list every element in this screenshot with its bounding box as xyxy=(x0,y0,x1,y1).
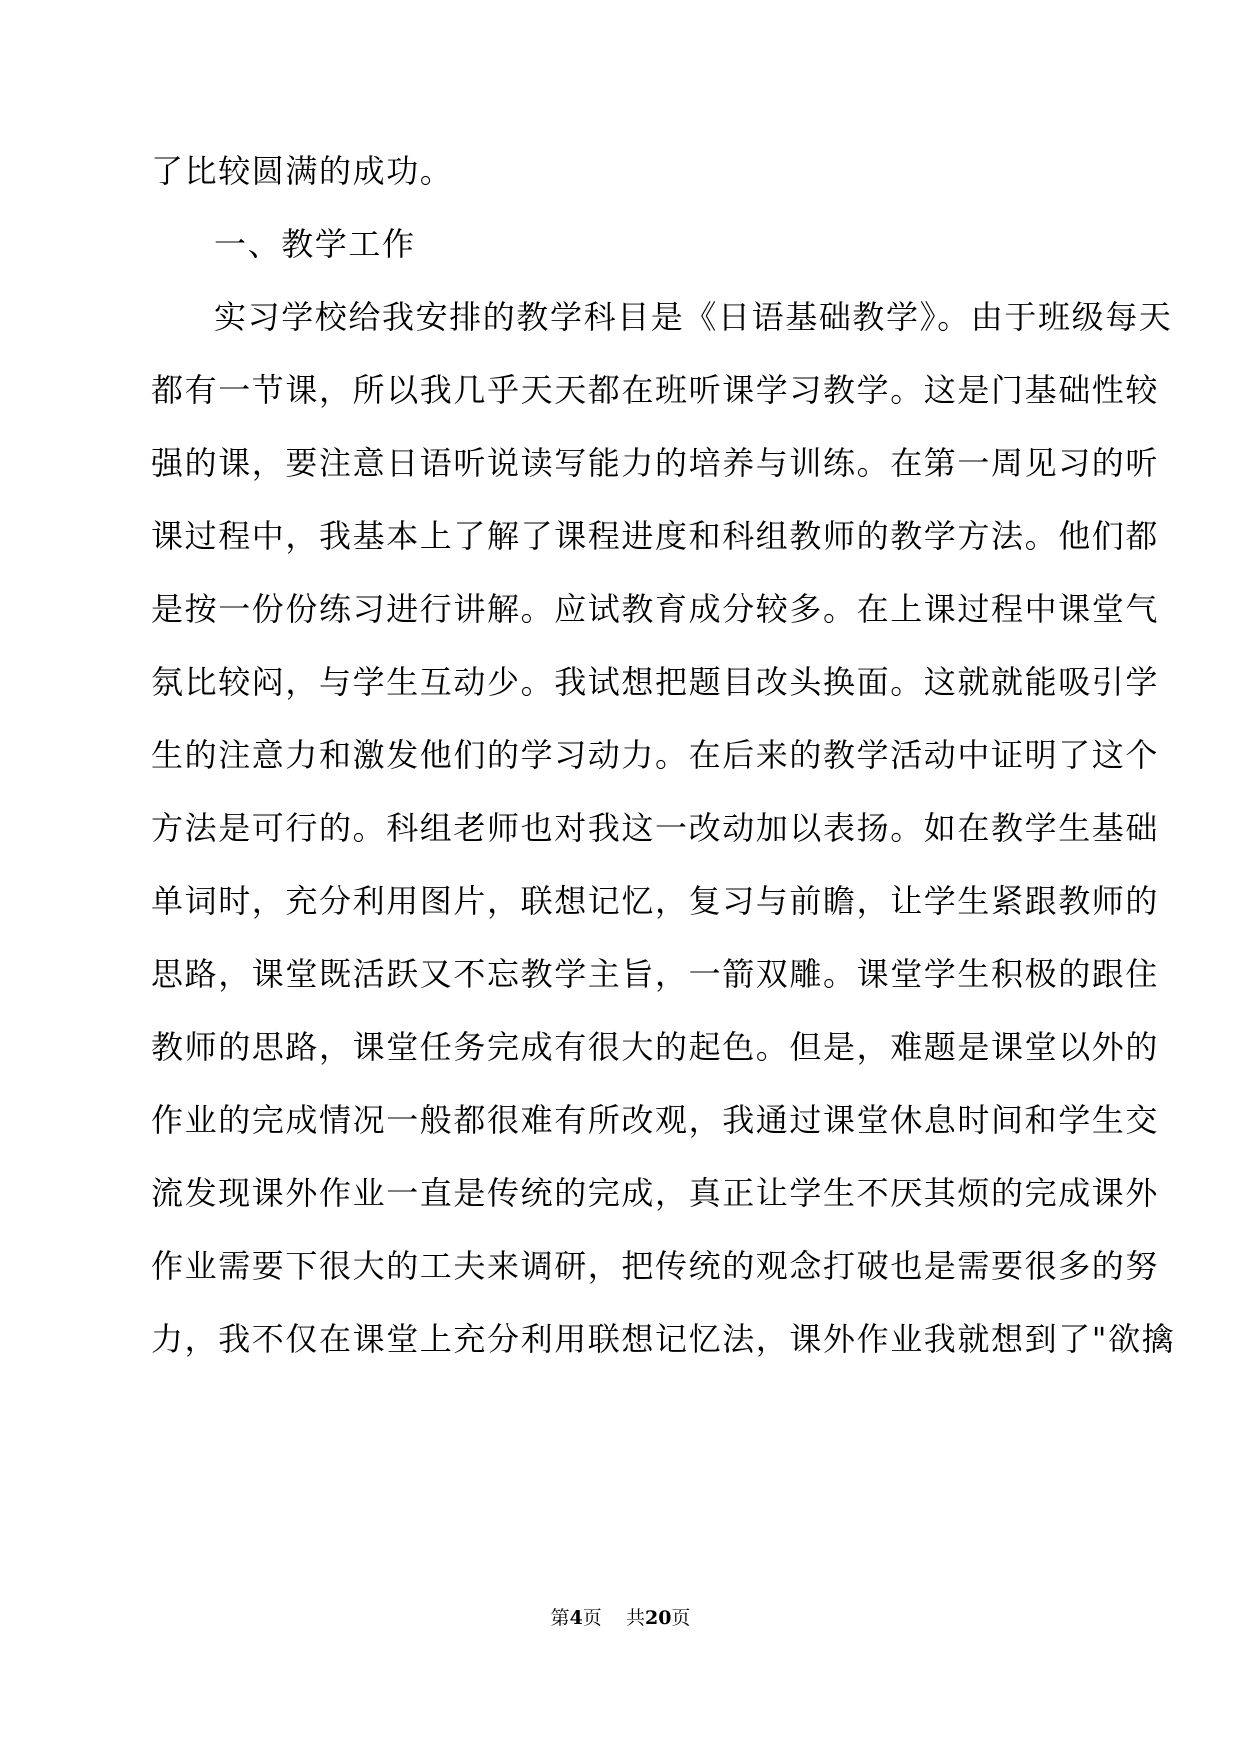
text-line: 实习学校给我安排的教学科目是《日语基础教学》。由于班级每天 xyxy=(214,298,1173,336)
footer-middle: 页 共 xyxy=(582,1607,645,1629)
text-line: 作业需要下很大的工夫来调研，把传统的观念打破也是需要很多的努 xyxy=(151,1247,1160,1285)
text-line: 思路，课堂既活跃又不忘教学主旨，一箭双雕。课堂学生积极的跟住 xyxy=(151,955,1160,993)
text-line: 生的注意力和激发他们的学习动力。在后来的教学活动中证明了这个 xyxy=(151,736,1160,774)
text-line: 氛比较闷，与学生互动少。我试想把题目改头换面。这就就能吸引学 xyxy=(151,663,1160,701)
footer-suffix: 页 xyxy=(671,1607,691,1629)
text-line: 单词时，充分利用图片，联想记忆，复习与前瞻，让学生紧跟教师的 xyxy=(151,882,1160,920)
section-heading: 一、教学工作 xyxy=(214,225,416,263)
text-line: 力，我不仅在课堂上充分利用联想记忆法，课外作业我就想到了"欲擒 xyxy=(151,1320,1176,1358)
text-line: 是按一份份练习进行讲解。应试教育成分较多。在上课过程中课堂气 xyxy=(151,590,1160,628)
text-line: 作业的完成情况一般都很难有所改观，我通过课堂休息时间和学生交 xyxy=(151,1101,1160,1139)
text-line: 教师的思路，课堂任务完成有很大的起色。但是，难题是课堂以外的 xyxy=(151,1028,1160,1066)
text-line: 方法是可行的。科组老师也对我这一改动加以表扬。如在教学生基础 xyxy=(151,809,1160,847)
text-line: 课过程中，我基本上了解了课程进度和科组教师的教学方法。他们都 xyxy=(151,517,1160,555)
text-line: 强的课，要注意日语听说读写能力的培养与训练。在第一周见习的听 xyxy=(151,444,1160,482)
footer-prefix: 第 xyxy=(550,1607,570,1629)
text-line: 了比较圆满的成功。 xyxy=(151,152,454,190)
current-page-number: 4 xyxy=(569,1607,583,1629)
text-line: 流发现课外作业一直是传统的完成，真正让学生不厌其烦的完成课外 xyxy=(151,1174,1160,1212)
text-line: 都有一节课，所以我几乎天天都在班听课学习教学。这是门基础性较 xyxy=(151,371,1160,409)
total-pages-number: 20 xyxy=(644,1607,672,1629)
page-footer xyxy=(0,1606,1241,1630)
